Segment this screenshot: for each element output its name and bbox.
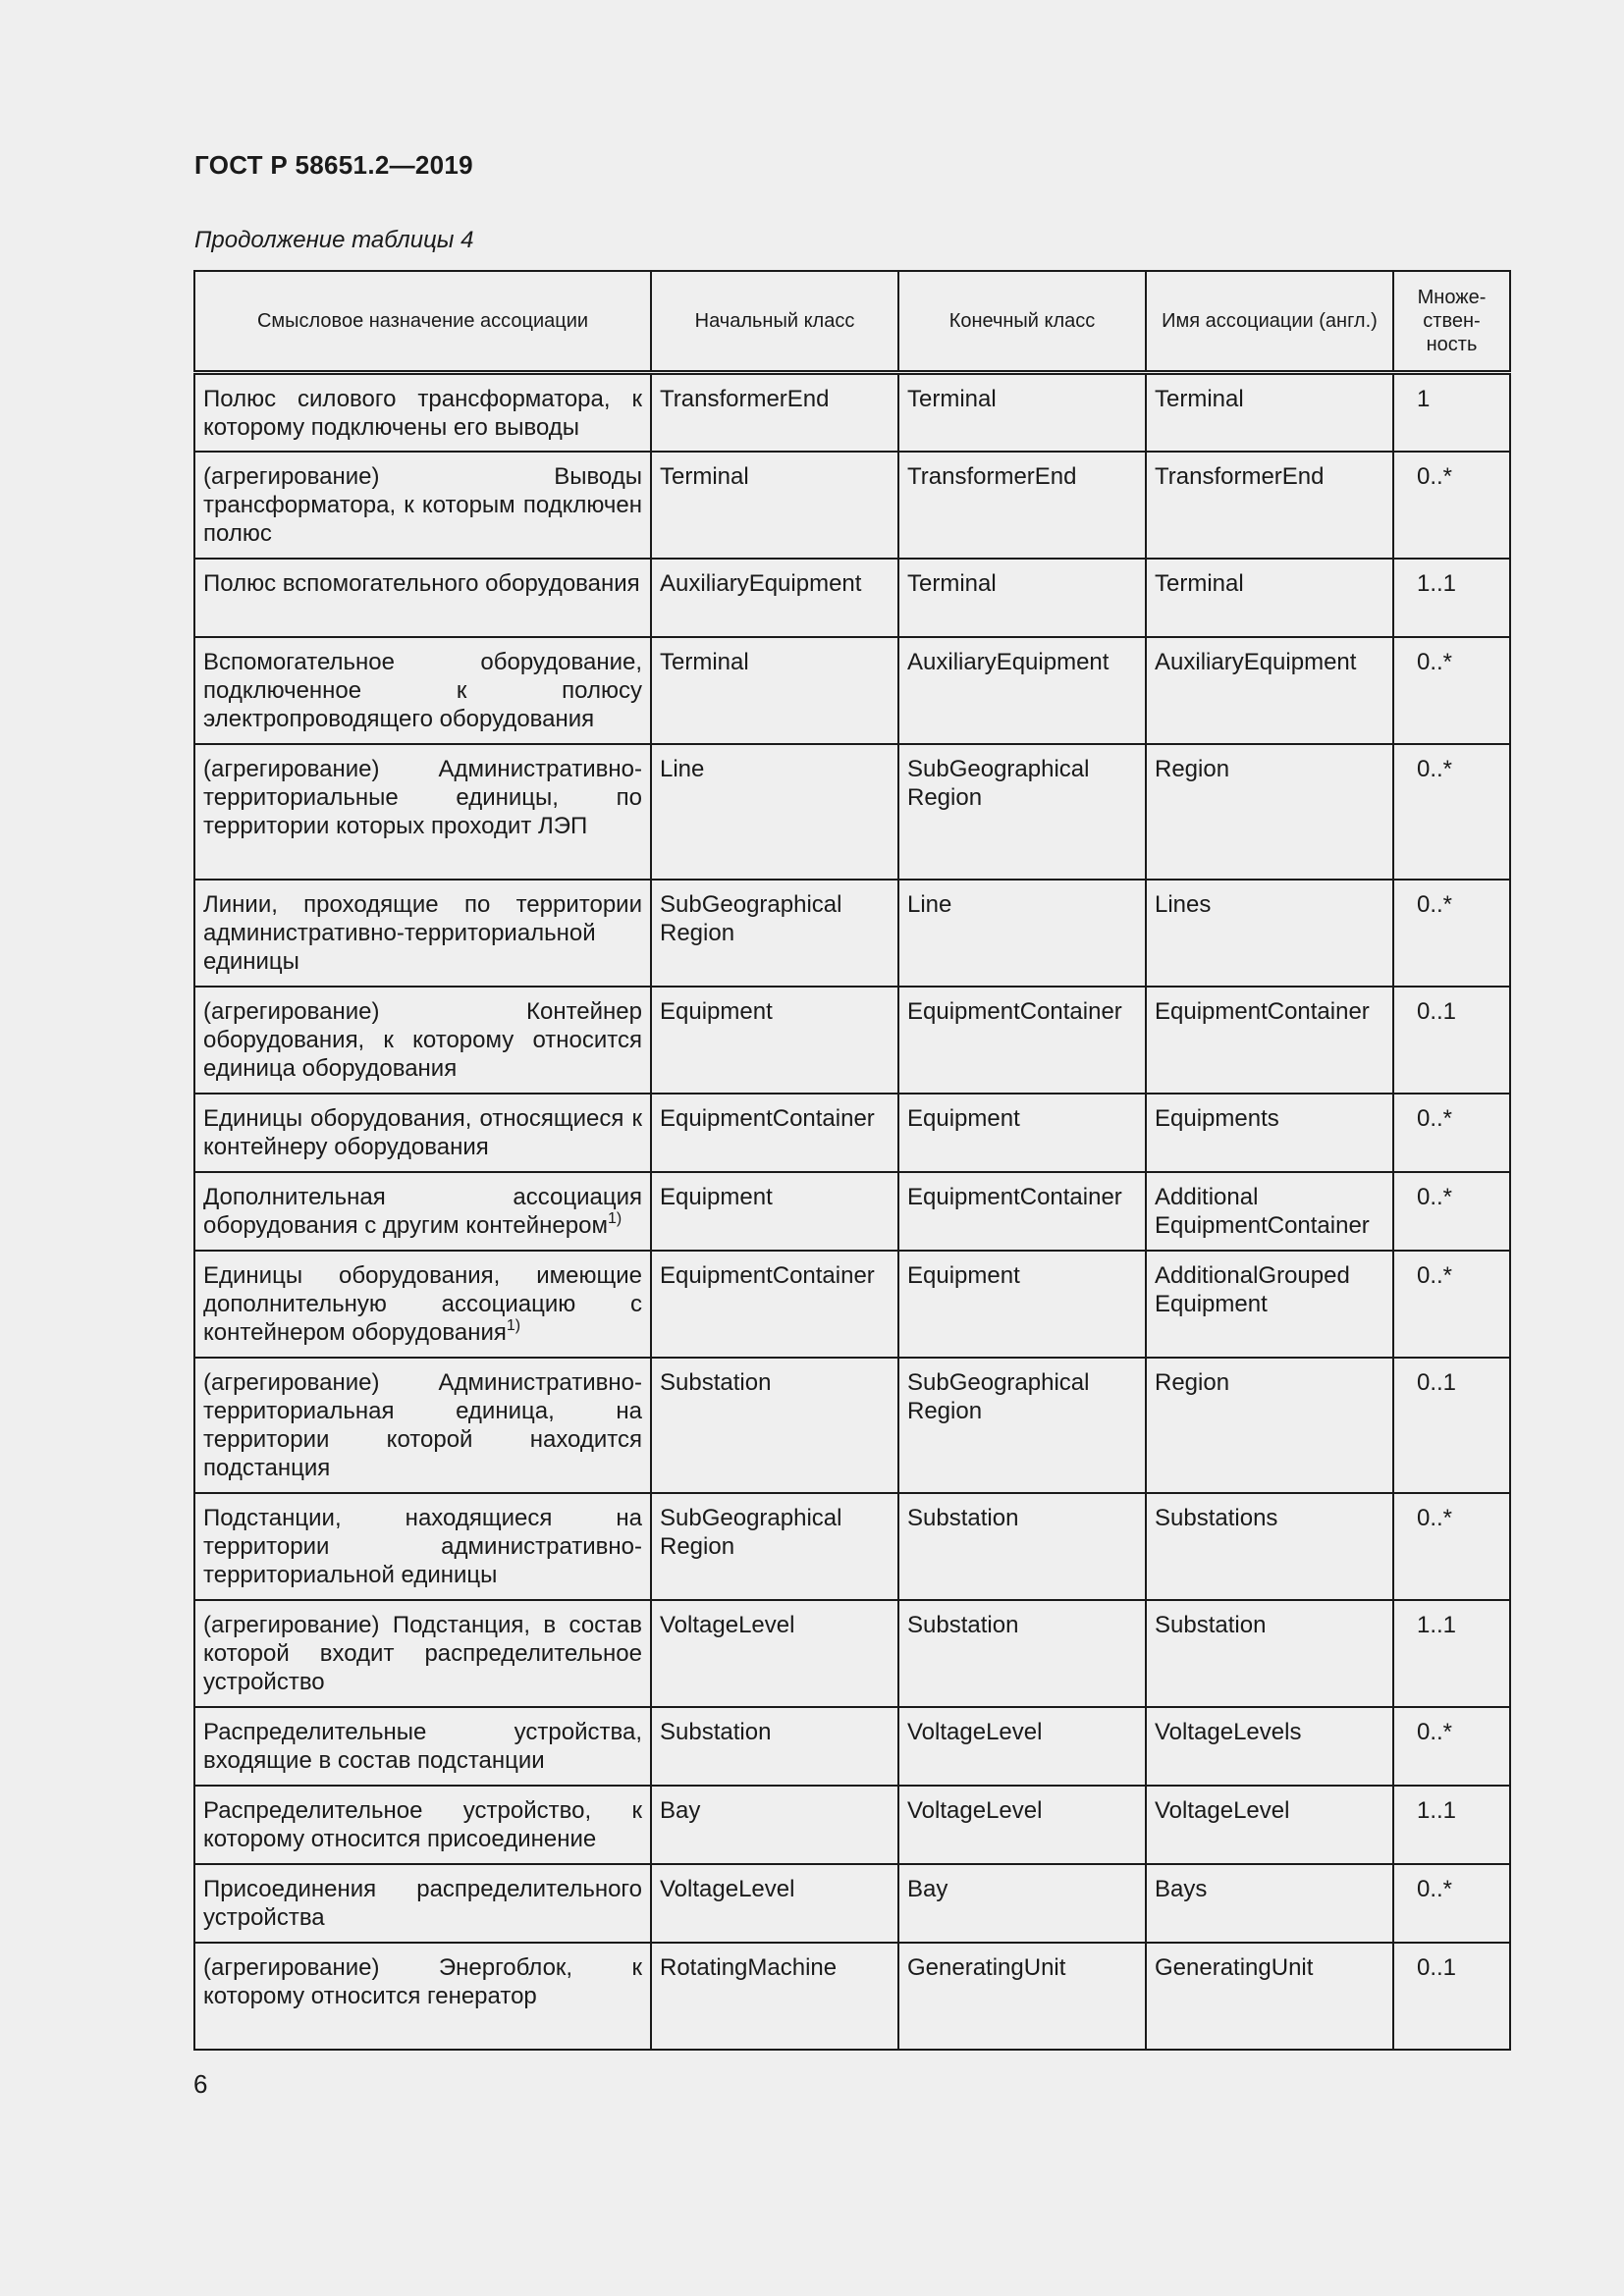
table-row bbox=[194, 744, 1510, 880]
table-row bbox=[194, 1707, 1510, 1786]
table-row bbox=[194, 1786, 1510, 1864]
cell-end-class: EquipmentContainer bbox=[898, 987, 1146, 1094]
table-row bbox=[194, 1251, 1510, 1358]
column-header-start-class: Начальный класс bbox=[651, 271, 898, 373]
cell-start-class: Substation bbox=[651, 1707, 898, 1786]
table-header-row bbox=[194, 271, 1510, 373]
cell-start-class: Terminal bbox=[651, 637, 898, 744]
cell-end-class: Terminal bbox=[898, 559, 1146, 637]
cell-start-class: Line bbox=[651, 744, 898, 880]
cell-association-name: VoltageLevel bbox=[1146, 1786, 1393, 1864]
cell-multiplicity: 1 bbox=[1393, 373, 1510, 452]
cell-purpose: Линии, проходящие по территории административно-территориальной единицы bbox=[194, 880, 651, 987]
cell-multiplicity: 0..1 bbox=[1393, 1358, 1510, 1493]
cell-start-class: EquipmentContainer bbox=[651, 1094, 898, 1172]
cell-association-name: GeneratingUnit bbox=[1146, 1943, 1393, 2050]
associations-table-container bbox=[193, 270, 1509, 2051]
page-number: 6 bbox=[193, 2069, 208, 2099]
cell-start-class: VoltageLevel bbox=[651, 1600, 898, 1707]
column-header-association-name: Имя ассоциации (англ.) bbox=[1146, 271, 1393, 373]
cell-multiplicity: 0..* bbox=[1393, 637, 1510, 744]
column-header-multiplicity: Множе-ствен-ность bbox=[1393, 271, 1510, 373]
cell-end-class: Terminal bbox=[898, 373, 1146, 452]
cell-multiplicity: 0..* bbox=[1393, 1251, 1510, 1358]
cell-multiplicity: 0..* bbox=[1393, 452, 1510, 559]
cell-purpose: (агрегирование) Энергоблок, к которому относится генератор bbox=[194, 1943, 651, 2050]
cell-multiplicity: 0..* bbox=[1393, 1864, 1510, 1943]
cell-end-class: VoltageLevel bbox=[898, 1786, 1146, 1864]
cell-purpose: (агрегирование) Выводы трансформатора, к которым подключен полюс bbox=[194, 452, 651, 559]
cell-purpose: (агрегирование) Подстанция, в состав которой входит распределительное устройство bbox=[194, 1600, 651, 1707]
cell-end-class: Equipment bbox=[898, 1251, 1146, 1358]
cell-association-name: TransformerEnd bbox=[1146, 452, 1393, 559]
cell-end-class: AuxiliaryEquipment bbox=[898, 637, 1146, 744]
cell-end-class: Bay bbox=[898, 1864, 1146, 1943]
cell-start-class: RotatingMachine bbox=[651, 1943, 898, 2050]
cell-purpose: Распределительное устройство, к которому относится присоединение bbox=[194, 1786, 651, 1864]
table-row bbox=[194, 1600, 1510, 1707]
cell-end-class: Substation bbox=[898, 1600, 1146, 1707]
table-row bbox=[194, 637, 1510, 744]
cell-end-class: Line bbox=[898, 880, 1146, 987]
table-row bbox=[194, 452, 1510, 559]
cell-association-name: Substation bbox=[1146, 1600, 1393, 1707]
cell-multiplicity: 0..1 bbox=[1393, 1943, 1510, 2050]
cell-start-class: Terminal bbox=[651, 452, 898, 559]
table-row bbox=[194, 880, 1510, 987]
cell-purpose: Полюс вспомогательного оборудования bbox=[194, 559, 651, 637]
cell-start-class: SubGeographical Region bbox=[651, 880, 898, 987]
cell-end-class: TransformerEnd bbox=[898, 452, 1146, 559]
document-header: ГОСТ Р 58651.2—2019 bbox=[194, 150, 473, 180]
cell-multiplicity: 1..1 bbox=[1393, 1600, 1510, 1707]
cell-start-class: VoltageLevel bbox=[651, 1864, 898, 1943]
cell-association-name: Equipments bbox=[1146, 1094, 1393, 1172]
cell-start-class: Bay bbox=[651, 1786, 898, 1864]
cell-start-class: AuxiliaryEquipment bbox=[651, 559, 898, 637]
cell-end-class: SubGeographical Region bbox=[898, 744, 1146, 880]
cell-end-class: Equipment bbox=[898, 1094, 1146, 1172]
cell-purpose: (агрегирование) Административно-территориальные единицы, по территории которых проходит ЛЭП bbox=[194, 744, 651, 880]
cell-association-name: Substations bbox=[1146, 1493, 1393, 1600]
cell-association-name: Terminal bbox=[1146, 559, 1393, 637]
cell-association-name: AdditionalGrouped Equipment bbox=[1146, 1251, 1393, 1358]
cell-purpose: (агрегирование) Административно-территориальная единица, на территории которой находится подстанция bbox=[194, 1358, 651, 1493]
cell-purpose: Распределительные устройства, входящие в состав подстанции bbox=[194, 1707, 651, 1786]
cell-multiplicity: 1..1 bbox=[1393, 559, 1510, 637]
cell-end-class: SubGeographical Region bbox=[898, 1358, 1146, 1493]
column-header-end-class: Конечный класс bbox=[898, 271, 1146, 373]
footnote-marker: 1) bbox=[506, 1316, 521, 1334]
cell-end-class: GeneratingUnit bbox=[898, 1943, 1146, 2050]
cell-purpose: Единицы оборудования, относящиеся к контейнеру оборудования bbox=[194, 1094, 651, 1172]
cell-multiplicity: 0..* bbox=[1393, 1094, 1510, 1172]
table-row bbox=[194, 1094, 1510, 1172]
table-row bbox=[194, 1943, 1510, 2050]
cell-multiplicity: 0..* bbox=[1393, 1172, 1510, 1251]
cell-end-class: EquipmentContainer bbox=[898, 1172, 1146, 1251]
cell-association-name: Lines bbox=[1146, 880, 1393, 987]
cell-purpose: Подстанции, находящиеся на территории административно-территориальной единицы bbox=[194, 1493, 651, 1600]
table-row bbox=[194, 1864, 1510, 1943]
table-caption: Продолжение таблицы 4 bbox=[194, 227, 474, 253]
cell-association-name: Bays bbox=[1146, 1864, 1393, 1943]
cell-purpose: Полюс силового трансформатора, к которому подключены его выводы bbox=[194, 373, 651, 452]
cell-multiplicity: 0..* bbox=[1393, 1493, 1510, 1600]
cell-multiplicity: 1..1 bbox=[1393, 1786, 1510, 1864]
cell-association-name: Region bbox=[1146, 1358, 1393, 1493]
cell-multiplicity: 0..* bbox=[1393, 1707, 1510, 1786]
table-row bbox=[194, 1358, 1510, 1493]
cell-start-class: SubGeographical Region bbox=[651, 1493, 898, 1600]
cell-multiplicity: 0..* bbox=[1393, 744, 1510, 880]
table-row bbox=[194, 987, 1510, 1094]
table-row bbox=[194, 1493, 1510, 1600]
cell-start-class: Equipment bbox=[651, 987, 898, 1094]
cell-end-class: VoltageLevel bbox=[898, 1707, 1146, 1786]
table-row bbox=[194, 1172, 1510, 1251]
cell-association-name: Region bbox=[1146, 744, 1393, 880]
cell-start-class: TransformerEnd bbox=[651, 373, 898, 452]
cell-association-name: Additional EquipmentContainer bbox=[1146, 1172, 1393, 1251]
cell-purpose: Вспомогательное оборудование, подключенное к полюсу электропроводящего оборудования bbox=[194, 637, 651, 744]
cell-association-name: AuxiliaryEquipment bbox=[1146, 637, 1393, 744]
cell-purpose: Дополнительная ассоциация оборудования с другим контейнером$^{1)}$ bbox=[194, 1172, 651, 1251]
cell-start-class: EquipmentContainer bbox=[651, 1251, 898, 1358]
cell-association-name: EquipmentContainer bbox=[1146, 987, 1393, 1094]
cell-multiplicity: 0..* bbox=[1393, 880, 1510, 987]
cell-end-class: Substation bbox=[898, 1493, 1146, 1600]
cell-multiplicity: 0..1 bbox=[1393, 987, 1510, 1094]
cell-start-class: Equipment bbox=[651, 1172, 898, 1251]
cell-association-name: VoltageLevels bbox=[1146, 1707, 1393, 1786]
cell-purpose: Присоединения распределительного устройства bbox=[194, 1864, 651, 1943]
cell-association-name: Terminal bbox=[1146, 373, 1393, 452]
footnote-marker: 1) bbox=[607, 1209, 623, 1227]
table-row bbox=[194, 373, 1510, 452]
cell-purpose: (агрегирование) Контейнер оборудования, к которому относится единица оборудования bbox=[194, 987, 651, 1094]
cell-start-class: Substation bbox=[651, 1358, 898, 1493]
column-header-purpose: Смысловое назначение ассоциации bbox=[194, 271, 651, 373]
cell-purpose: Единицы оборудования, имеющие дополнительную ассоциацию с контейнером оборудования$^{1)}$ bbox=[194, 1251, 651, 1358]
associations-table bbox=[193, 270, 1511, 2051]
table-row bbox=[194, 559, 1510, 637]
